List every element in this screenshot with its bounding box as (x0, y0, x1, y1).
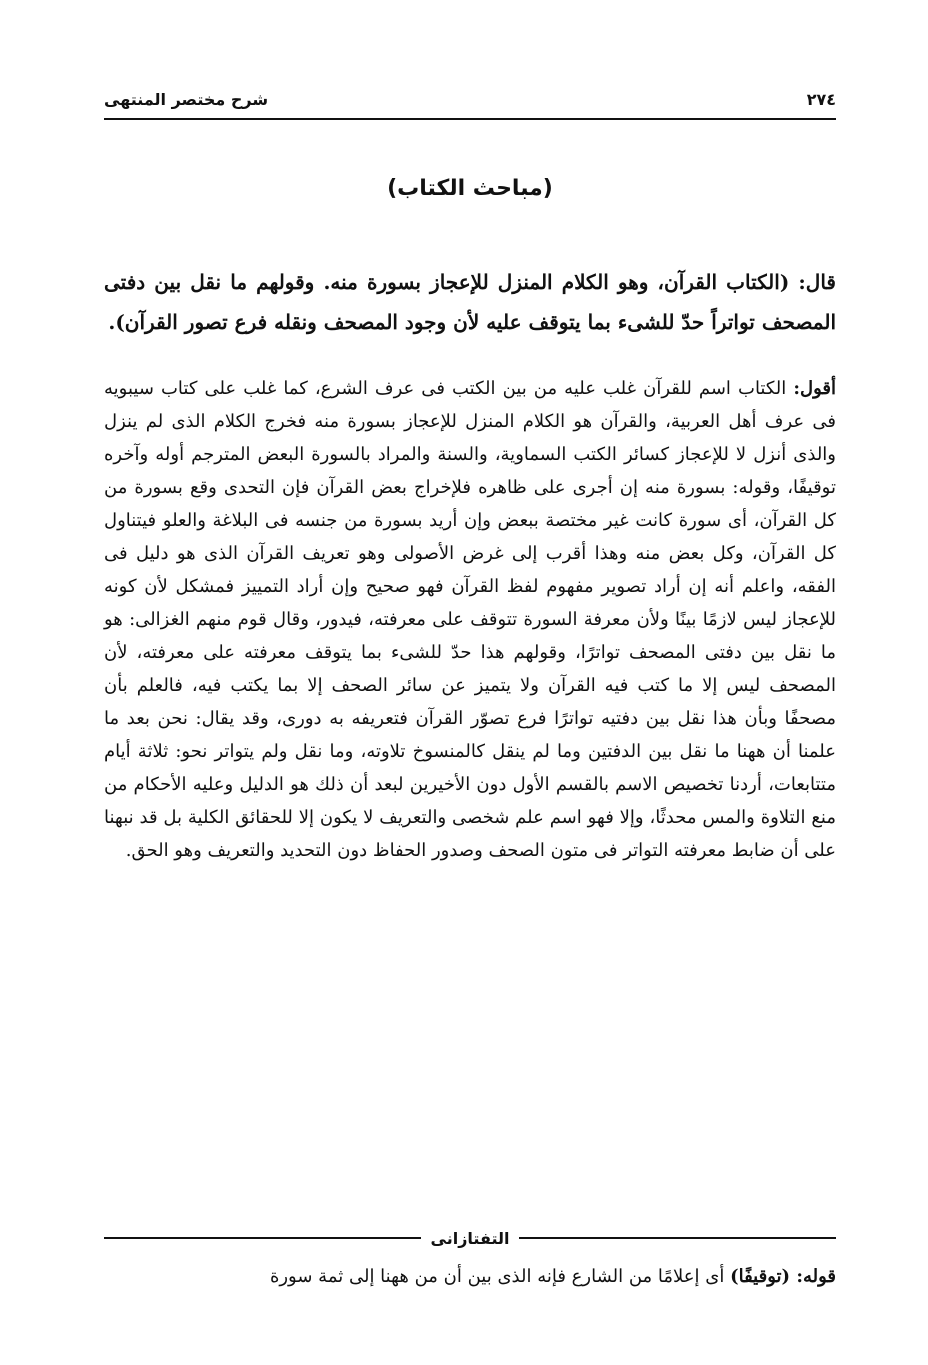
page-header (104, 86, 836, 112)
sharh-text: الكتاب اسم للقرآن غلب عليه من بين الكتب فى عرف الشرع، كما غلب على كتاب سيبويه فى عرف أهل العربية، والقرآن هو الكلام المنزل للإعجاز بسورة منه فخرج الكلام الذى لم ينزل والذى أنزل لا للإعجاز كسائر الكتب السماوية، والسنة والمراد بالسورة البعض المترجم أوله وآخره توقيفًا، وقوله: بسورة منه إن أجرى على ظاهره فلإخراج بعض القرآن فإن التحدى وقع بسورة من كل القرآن، أى سورة كانت غير مختصة ببعض وإن أريد بسورة من جنسه فى البلاغة والعلو فيتناول كل القرآن، وكل بعض منه وهذا أقرب إلى غرض الأصولى وهو تعريف القرآن الذى هو دليل فى الفقه، واعلم أنه إن أراد تصوير مفهوم لفظ القرآن فهو صحيح وإن أراد التمييز فمشكل لأن كونه للإعجاز ليس لازمًا بينًا ولأن معرفة السورة تتوقف على معرفته، فيدور، وقال قوم منهم الغزالى: هو ما نقل بين دفتى المصحف تواترًا، وقولهم هذا حدّ للشىء بما يتوقف معرفته على معرفته، لأن المصحف ليس إلا ما كتب فيه القرآن ولا يتميز عن سائر الصحف إلا بما يكتب فيه، فالعلم بأن مصحفًا وبأن هذا نقل بين دفتيه تواترًا فرع تصوّر القرآن فتعريفه به دورى، وقد يقال: نحن بعد ما علمنا أن ههنا ما نقل بين الدفتين وما لم ينقل كالمنسوخ تلاوته، وما نقل ولم يتواتر نحو: ثلاثة أيام متتابعات، أردنا تخصيص الاسم بالقسم الأول دون الأخيرين لبعد أن ذلك هو الدليل وعليه الأحكام من منع التلاوة والمس محدثًا، وإلا فهو اسم علم شخصى والتعريف لا يكون إلا للحقائق الكلية بل قد نبهنا على أن ضابط معرفته التواتر فى متون الصحف وصدور الحفاظ دون التحديد والتعريف وهو الحق. (104, 378, 836, 861)
footnote-text: أى إعلامًا من الشارع فإنه الذى بين أن من ههنا إلى ثمة سورة (269, 1266, 725, 1287)
footnote-lead: قوله: (توقيفًا) (730, 1266, 836, 1287)
matn-paragraph: قال: (الكتاب القرآن، وهو الكلام المنزل للإعجاز بسورة منه. وقولهم ما نقل بين دفتى المصحف تواتراً حدّ للشىء بما يتوقف عليه لأن وجود المصحف ونقله فرع تصور القرآن). (104, 270, 836, 334)
sharh-paragraph (104, 372, 836, 867)
book-title: شرح مختصر المنتهى (104, 89, 269, 109)
header-rule (104, 118, 836, 120)
page-number: ٢٧٤ (806, 89, 836, 109)
divider-line-left (104, 1237, 421, 1239)
divider-label: التفتازانى (430, 1228, 510, 1248)
divider-line-right (519, 1237, 836, 1239)
footnote-paragraph (104, 1260, 836, 1293)
commentary-divider (104, 1228, 836, 1248)
sharh-lead: أقول: (793, 378, 836, 399)
section-title: (مباحث الكتاب) (387, 176, 553, 201)
